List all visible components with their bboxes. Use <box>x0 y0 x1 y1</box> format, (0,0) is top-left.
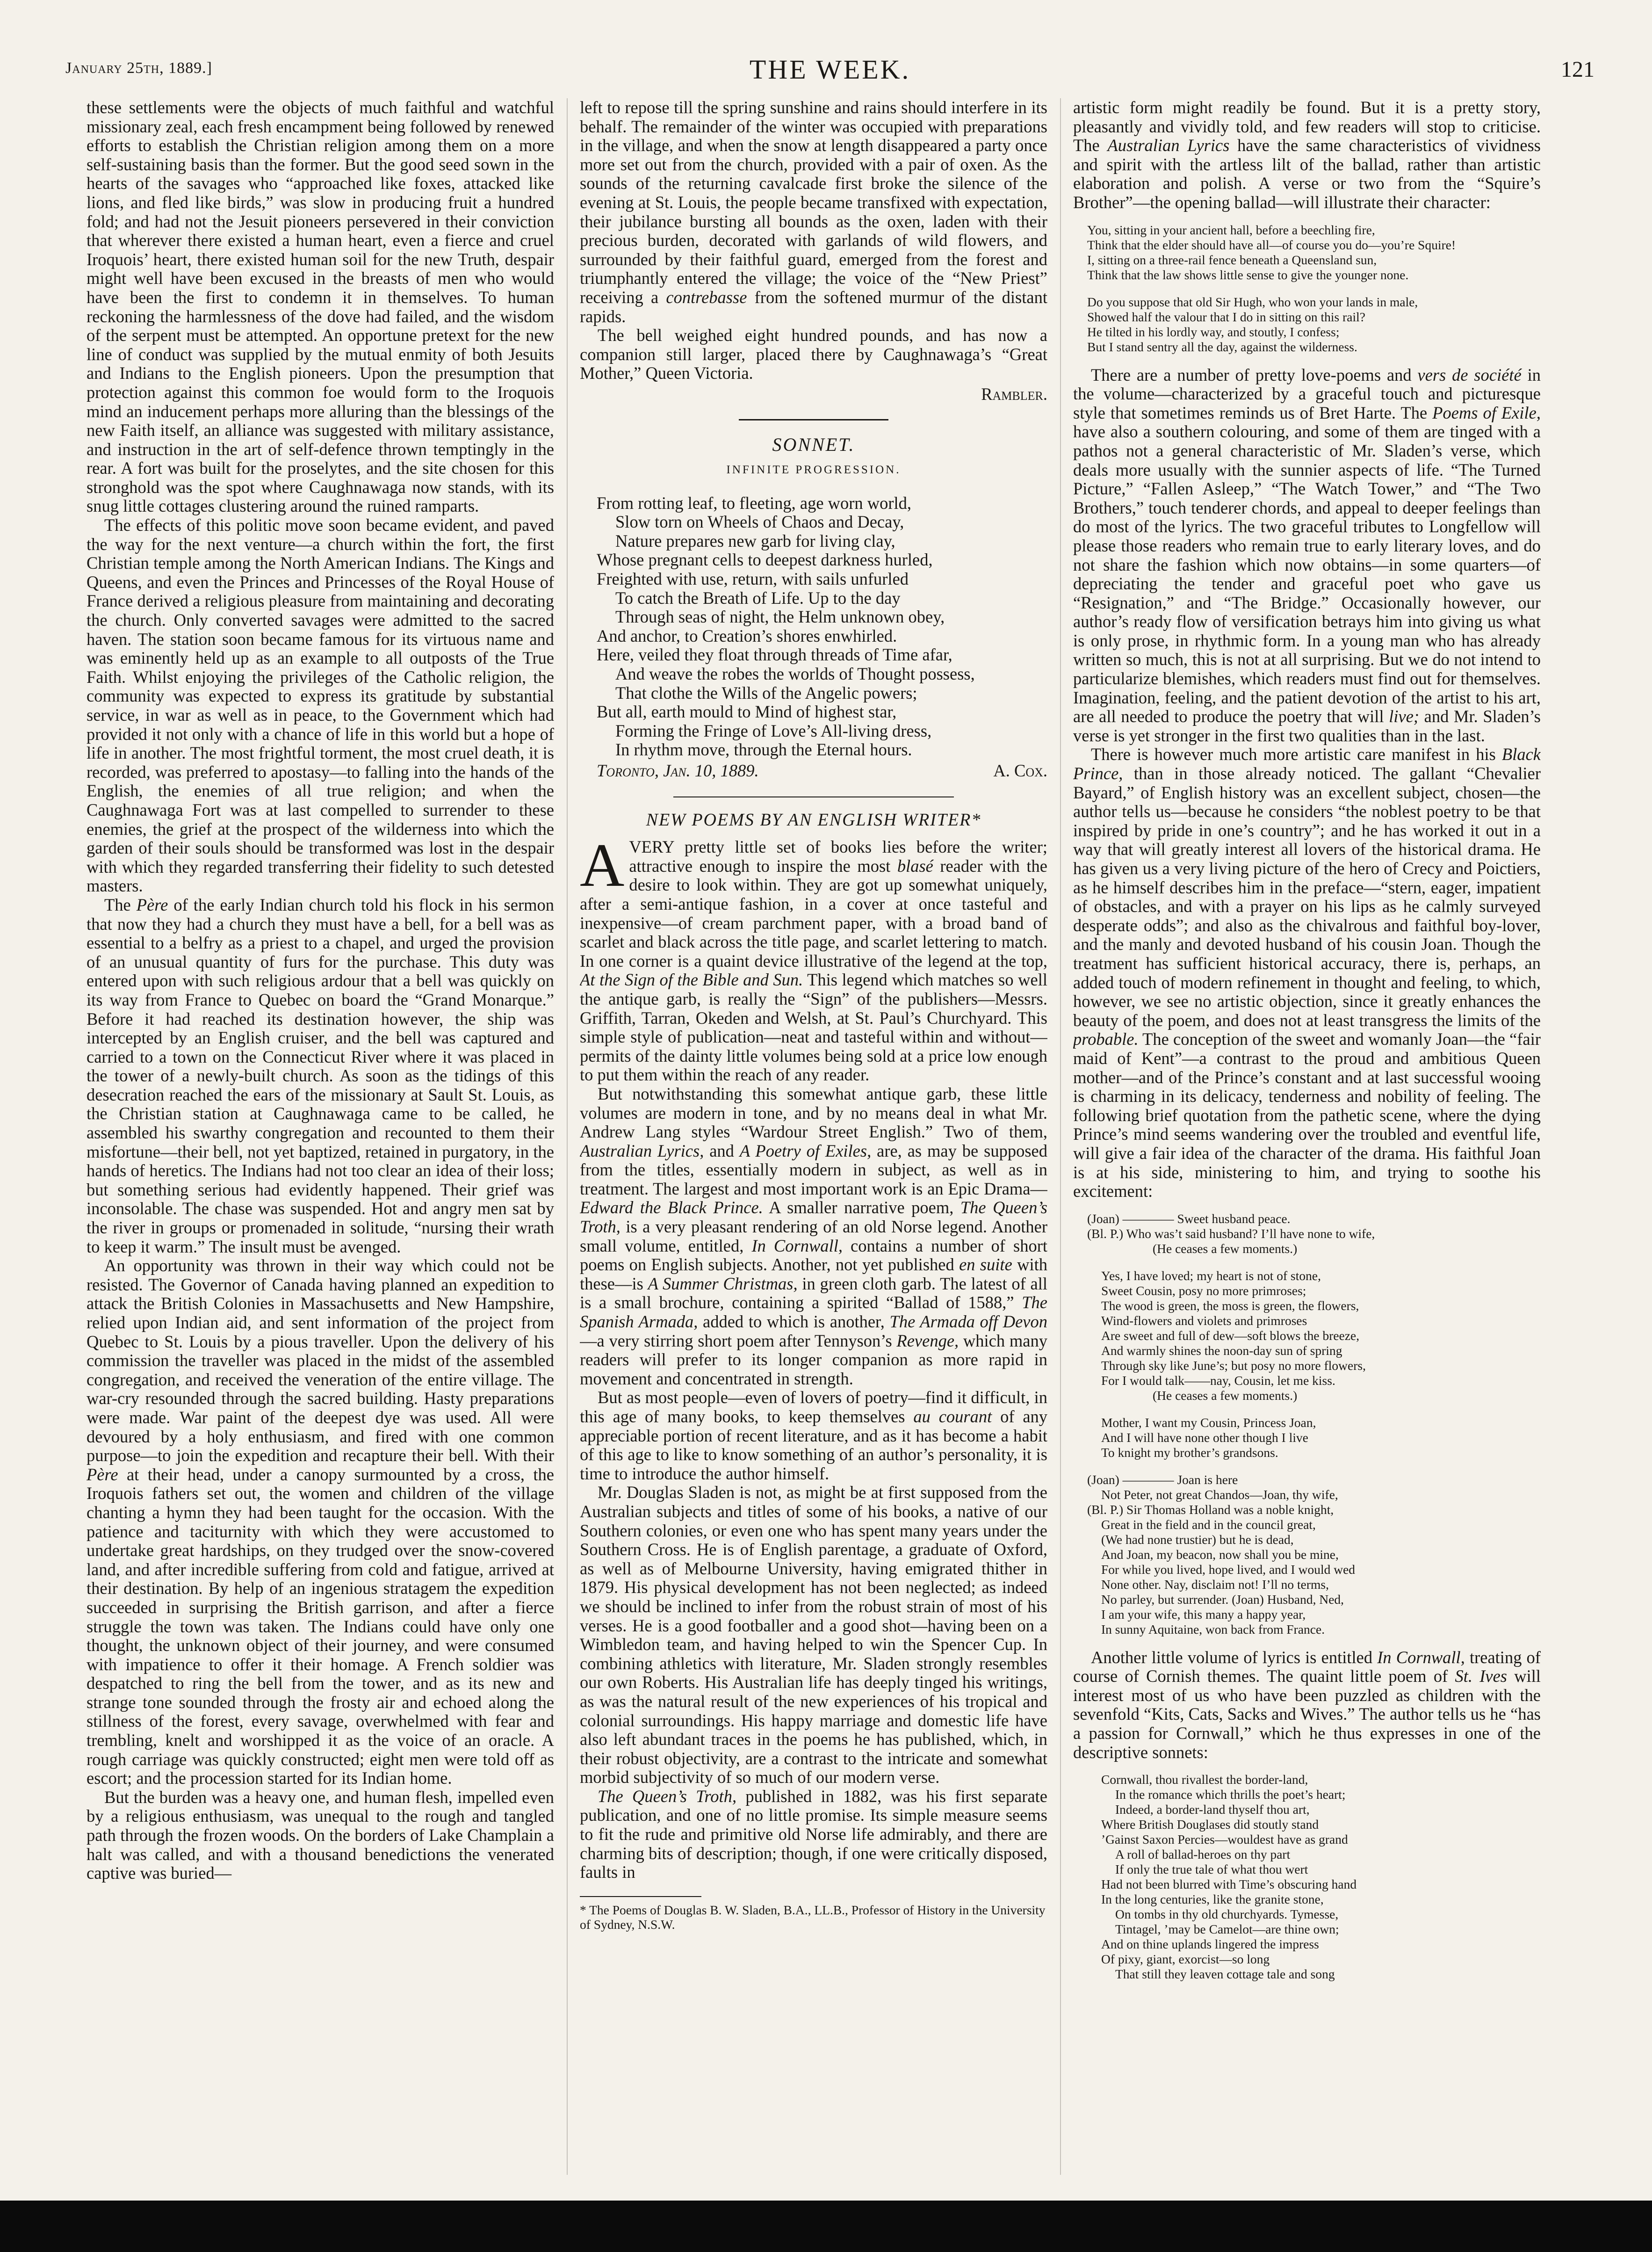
verse-line: (Bl. P.) Sir Thomas Holland was a noble knight, <box>1087 1502 1334 1517</box>
verse-line: On tombs in thy old churchyards. Tymesse, <box>1115 1907 1339 1922</box>
verse-line: The wood is green, the moss is green, the flowers, <box>1101 1298 1359 1313</box>
italic-word: A Summer Christmas, <box>648 1274 798 1293</box>
article-title: NEW POEMS BY AN ENGLISH WRITER* <box>646 810 981 830</box>
paragraph <box>580 1787 1047 1882</box>
italic-word: In Cornwall, <box>751 1236 843 1255</box>
poem-line: In rhythm move, through the Eternal hours. <box>615 740 912 760</box>
text-run: at their head, under a canopy surmounted by a cross, the Iroquois fathers set out, the women and children of the village chanting a hymn they had been taught for the occasion. With the patience and taciturnity with which they were accustomed to undertake great hardships, on they trudged over the snow-covered land, and after incredible suffering from cold and fatigue, arrived at their destination. By help of an ingenious stratagem the expedition succeeded in surprising the British garrison, and after a fierce struggle the town was taken. The Indians could have only one thought, the unknown object of their journey, and were consumed with impatience to offer it their homage. A French soldier was despatched to ring the bell from the tower, and as its new and strange tone sounded through the frosty air and echoed along the stillness of the forest, every savage, overwhelmed with fear and trembling, knelt and worshipped it as the voice of an oracle. A rough carriage was quickly constructed; eight men were told off as escort; and the procession started for its Indian home. <box>87 1464 554 1788</box>
verse-line: (We had none trustier) but he is dead, <box>1101 1532 1294 1547</box>
verse-line: Tintagel, ’may be Camelot—are thine own; <box>1115 1922 1339 1937</box>
verse-line: (Joan) ———— Sweet husband peace. <box>1087 1211 1291 1226</box>
paragraph <box>87 1256 554 1788</box>
column-gutter <box>1060 98 1061 2175</box>
verse-line: Where British Douglases did stoutly stand <box>1101 1817 1319 1832</box>
drop-cap: A <box>580 831 625 900</box>
footnote-rule <box>580 1896 701 1897</box>
text-run: There are a number of pretty love-poems and <box>1091 365 1418 384</box>
text-run: treating of course of Cornish themes. The quaint little poem of <box>1073 1647 1541 1686</box>
text-run: have also a southern colouring, and some of them are tinged with a pathos not a general characteristic of Mr. Sladen’s verse, which deals more usually with the sunnier aspects of life. “The Turned Picture,” “Fallen Asleep,” “The Watch Tower,” and “The Two Brothers,” touch tenderer chords, and appeal to deeper feelings than do most of the lyrics. The two graceful tributes to Longfellow will please those readers who remain true to early literary loves, and do not share the fashion which now obtains—in some quarters—of depreciating the tender and graceful poet who gave us “Resignation,” and “The Bridge.” Occasionally however, our author’s ready flow of versification betrays him into giving us what is only prose, in rhythmic form. In a young man who has already written so much, this is not at all surprising. But we do not intend to particularize blemishes, which readers must find out for themselves. Imagination, feeling, and the patient devotion of the artist to his art, are all needed to produce the poetry that will <box>1073 422 1541 726</box>
paragraph <box>1073 98 1541 212</box>
text-run: have the same characteristics of vividness and spirit with the artless lilt of the ballad, rather than artistic elaboration and polish. A verse or two from the “Squire’s Brother”—the opening ballad—will illustrate their character: <box>1073 136 1541 212</box>
verse-line: I am your wife, this many a happy year, <box>1101 1607 1306 1622</box>
text-run: An opportunity was thrown in their way which could not be resisted. The Governor of Canada having planned an expedition to attack the British Colonies in Massachusetts and New Hampshire, relied upon Indian aid, and sent information of the project from Quebec to St. Louis by a pious traveller. Upon the delivery of his commission the traveller was placed in the midst of the assembled congregation, and received the veneration of the entire village. The war-cry resounded through the sacred building. Hasty preparations were made. War paint of the deepest dye was used. All were devoured by a holy enthusiasm, and fired with one common purpose—to join the expedition and recapture their bell. With their <box>87 1256 554 1465</box>
text-run: VERY pretty little set of books lies before the writer; attractive enough to inspire the most <box>629 837 1047 876</box>
paragraph <box>580 98 1047 326</box>
verse-line: And I will have none other though I live <box>1101 1430 1308 1445</box>
verse-line: (Joan) ———— Joan is here <box>1087 1472 1238 1487</box>
poem-line: That clothe the Wills of the Angelic powers; <box>615 683 917 702</box>
text-run: than in those already noticed. The gallant “Chevalier Bayard,” of English history was an excellent subject, chosen—the author tells us—because he considers “the noblest poetry to be that inspired by pride in one’s country”; and he has worked it out in a way that will greatly interest all lovers of the historical drama. He has given us a very living picture of the hero of Crecy and Poictiers, as he himself describes him in the preface—“stern, eager, impatient of obstacles, and with a prayer on his lips as he calmly surveyed desperate odds”; and also as the chivalrous and faithful boy-lover, and the manly and devoted husband of his cousin Joan. Though the treatment has sufficient historical accuracy, there is, perhaps, an added touch of modern refinement in thought and feeling, to which, however, we see no artistic objection, since it greatly enhances the beauty of the poem, and does not at least transgress the limits of the <box>1073 764 1541 1030</box>
verse-line: Sweet Cousin, posy no more primroses; <box>1101 1283 1306 1298</box>
verse-line: A roll of ballad-heroes on thy part <box>1115 1847 1291 1862</box>
poem-line: And weave the robes the worlds of Thought possess, <box>615 664 975 684</box>
italic-word: Edward the Black Prince. <box>580 1198 763 1217</box>
italic-word: Revenge, <box>896 1331 959 1350</box>
column-1 <box>87 98 554 2180</box>
paragraph <box>1073 745 1541 1201</box>
paragraph <box>580 1388 1047 1483</box>
stanza-gap <box>1087 282 1541 295</box>
italic-word: live; <box>1389 707 1420 726</box>
verse-line: For I would talk——nay, Cousin, let me kiss. <box>1101 1373 1335 1388</box>
verse-line: He tilted in his lordly way, and stoutly, I confess; <box>1087 324 1340 339</box>
paragraph <box>580 1085 1047 1389</box>
sonnet-subtitle: INFINITE PROGRESSION. <box>726 463 901 477</box>
verse-line: Had not been blurred with Time’s obscuring hand <box>1101 1877 1357 1892</box>
italic-word: The Queen’s Troth, <box>598 1786 737 1806</box>
italic-word: contrebasse <box>666 287 747 307</box>
verse-line: And on thine uplands lingered the impress <box>1101 1937 1319 1952</box>
verse-line: Are sweet and full of dew—soft blows the breeze, <box>1101 1328 1360 1343</box>
paragraph <box>1073 366 1541 746</box>
stanza-gap <box>1087 1460 1541 1472</box>
text-run: is a very pleasant rendering of an old Norse legend. Another small volume, entitled, <box>580 1217 1047 1255</box>
poem-line: Slow torn on Wheels of Chaos and Decay, <box>615 512 904 532</box>
cornwall-sonnet <box>1087 1772 1541 1982</box>
text-run: are, as may be supposed from the titles, essentially modern in subject, as well as in treatment. The largest and most important work is an Epic Drama— <box>580 1141 1047 1198</box>
italic-word: Australian Lyrics, <box>580 1141 704 1160</box>
paragraph: The effects of this politic move soon became evident, and paved the way for the next venture—a church within the fort, the first Christian temple among the North American Indians. The Kings and Queens, and even the Princes and Princesses of the Royal House of France derived a religious pleasure from maintaining and decorating the church. Only converted savages were admitted to the sacred haven. The station soon became famous for its virtuous name and was eminently held up as an example to all outposts of the True Faith. Whilst enjoying the privileges of the Catholic religion, the community was expected to express its gratitude by substantial service, in war as well as in peace, to the Government which had provided it not only with a chance of life in this world but a hope of life in another. The most frightful torment, the most cruel death, it is recorded, was preferred to apostasy—to falling into the hands of the English, the enemies of all true religion; and when the Caughnawaga Fort was at last compelled to surrender to these enemies, the grief at the prospect of the wilderness into which the garden of their souls should be transformed was lost in the despair with which they regarded transferring their fidelity to such detested masters. <box>87 515 554 896</box>
verse-line: For while you lived, hope lived, and I would wed <box>1101 1562 1356 1577</box>
verse-line: And Joan, my beacon, now shall you be mine, <box>1101 1547 1339 1562</box>
paragraph: these settlements were the objects of much faithful and watchful missionary zeal, each fresh encampment being followed by renewed efforts to establish the Christian religion among them on a more self-sustaining basis than the former. But the good seed sown in the hearts of the savages who “approached like foxes, attacked like lions, and fled like birds,” was slow in producing fruit a hundred fold; and had not the Jesuit pioneers persevered in their conviction that wherever there existed a human heart, even a fierce and cruel Iroquois’ heart, there existed human soil for the new Truth, despair might well have been excused in the breasts of men who would have been the first to condemn it in themselves. To human reckoning the harmlessness of the dove had failed, and the wisdom of the serpent must be attempted. An opportune pretext for the new line of conduct was supplied by the mutual enmity of both Jesuits and Indians to the English pioneers. Upon the presumption that protection against this common foe would form to the Iroquois mind an inducement perhaps more alluring than the blessings of the new Faith itself, an alliance was suggested with military assistance, and instruction in the art of self-defence thrown temptingly in the rear. A fort was built for the proselytes, and the site chosen for this stronghold was the spot where Caughnawaga now stands, with its snug little cottages clustering around the ruined ramparts. <box>87 98 554 516</box>
verse-line: I, sitting on a three-rail fence beneath a Queensland sun, <box>1087 252 1377 267</box>
italic-word: Père <box>136 895 168 914</box>
text-run: in the volume—characterized by a graceful touch and picturesque style that sometimes reminds us of Bret Harte. The <box>1073 365 1541 422</box>
italic-word: probable. <box>1073 1029 1139 1049</box>
poem-line: Here, veiled they float through threads of Time afar, <box>597 645 952 665</box>
stage-direction: (He ceases a few moments.) <box>1153 1241 1298 1256</box>
poem-line: But all, earth mould to Mind of highest star, <box>597 702 897 722</box>
text-run: artistic form might readily be found. But it is a pretty story, pleasantly and vividly told, and few readers will stop to criticise. The <box>1073 98 1541 155</box>
verse-line: Great in the field and in the council great, <box>1101 1517 1316 1532</box>
verse-line: To knight my brother’s grandsons. <box>1101 1445 1278 1460</box>
quoted-verse <box>1087 223 1541 355</box>
text-run: of the early Indian church told his flock in his sermon that now they had a church they must have a bell, for a bell was as essential to a belfry as a priest to a chapel, and urged the provision of an unusual quantity of furs for the purchase. This duty was entered upon with such religious ardour that a bell was quickly on its way from France to Quebec on board the “Grand Monarque.” Before it had reached its destination however, the ship was intercepted by an English cruiser, and the bell was captured and carried to a town on the Connecticut River where it was placed in the tower of a newly-built church. As soon as the tidings of this desecration reached the ears of the missionary at Sault St. Louis, as the Christian station at Caughnawaga came to be called, he assembled his swarthy congregation and recounted to them their misfortune—their bell, not yet baptized, retained in purgatory, in the hands of heretics. The Indians had not too clear an idea of their loss; but something serious had evidently happened. Their grief was inconsolable. The chase was suspended. Hot and angry men sat by the river in groups or promenaded in solitude, “nursing their wrath to keep it warm.” The insult must be avenged. <box>87 895 554 1256</box>
text-run: in green cloth garb. The latest of all is a small brochure, containing a spirited “Ballad of 1588,” <box>580 1274 1047 1312</box>
verse-line: In the romance which thrills the poet’s heart; <box>1115 1787 1346 1802</box>
text-run: with these—is <box>580 1255 1047 1293</box>
paragraph <box>87 896 554 1256</box>
paragraph: Mr. Douglas Sladen is not, as might be at first supposed from the Australian subjects and titles of some of his books, a native of our Southern colonies, or even one who has spent many years under the Southern Cross. He is of English parentage, a graduate of Oxford, as well as of Melbourne University, having emigrated thither in 1879. His physical development has not been neglected; as indeed we should be inclined to infer from the robust strain of most of his verses. He is a good footballer and a good shot—having been on a Wimbledon team, and having helped to win the Spencer Cup. In combining athletics with literature, Mr. Sladen strongly resembles our own Roberts. His Australian life has deeply tinged his writings, as was the natural result of the new experiences of his tropical and colonial surroundings. His happy marriage and domestic life have also left abundant traces in the poems he has published, which, in their robust objectivity, are a contrast to the intricate and somewhat morbid subjectivity of so much of our modern verse. <box>580 1483 1047 1787</box>
verse-line: If only the true tale of what thou wert <box>1115 1862 1308 1877</box>
verse-line: Not Peter, not great Chandos—Joan, thy wife, <box>1101 1487 1338 1502</box>
text-run: The conception of the sweet and womanly Joan—the “fair maid of Kent”—a contrast to the proud and ambitious Queen mother—and of the Prince’s constant and at last successful wooing is charming in its delicacy, tenderness and nobility of feeling. The following brief quotation from the pathetic scene, where the dying Prince’s mind seems wandering over the troubled and eventful life, will give a fair idea of the character of the drama. His faithful Joan is at his side, ministering to him, and trying to soothe his excitement: <box>1073 1029 1541 1201</box>
text-run: But notwithstanding this somewhat antique garb, these little volumes are modern in tone, and by no means deal in what Mr. Andrew Lang styles “Wardour Street English.” Two of them, <box>580 1084 1047 1142</box>
verse-line: And warmly shines the noon-day sun of spring <box>1101 1343 1342 1358</box>
italic-word: Poems of Exile, <box>1432 403 1541 422</box>
italic-word: en suite <box>959 1255 1012 1274</box>
verse-line: Do you suppose that old Sir Hugh, who won your lands in male, <box>1087 294 1418 309</box>
text-run: reader with the desire to look within. They are got up somewhat uniquely, after a semi-antique fashion, in a cover at once tasteful and inexpensive—of cream parchment paper, with a broad band of scarlet and black across the title page, and scarlet lettering to match. In one corner is a quaint device illustrative of the legend at the top, <box>580 856 1047 970</box>
column-gutter <box>567 98 568 2175</box>
verse-line: In the long centuries, like the granite stone, <box>1101 1892 1324 1907</box>
poem-line: Through seas of night, the Helm unknown obey, <box>615 607 945 627</box>
column-2 <box>580 98 1047 2180</box>
poem-line: Freighted with use, return, with sails unfurled <box>597 569 909 589</box>
italic-word: St. Ives <box>1455 1666 1507 1686</box>
stage-direction: (He ceases a few moments.) <box>1153 1388 1298 1403</box>
verse-line: Wind-flowers and violets and primroses <box>1101 1313 1307 1328</box>
verse-line: Think that the elder should have all—of course you do—you’re Squire! <box>1087 237 1456 252</box>
section-rule <box>739 419 888 420</box>
italic-word: A Poetry of Exiles, <box>739 1141 872 1160</box>
issue-date: January 25th, 1889.] <box>65 59 212 77</box>
text-run: Another little volume of lyrics is entitled <box>1091 1647 1378 1667</box>
verse-line: Of pixy, giant, exorcist—so long <box>1101 1952 1270 1967</box>
italic-word: Père <box>87 1464 118 1484</box>
italic-word: The Queen’s Troth, <box>580 1198 1047 1237</box>
text-run: contains a number of short poems on English subjects. Another, not yet published <box>580 1236 1047 1274</box>
sonnet-author: A. Cox. <box>993 761 1047 780</box>
verse-line: ’Gainst Saxon Percies—wouldest have as grand <box>1101 1832 1348 1847</box>
drama-excerpt <box>1087 1211 1541 1637</box>
verse-line: Indeed, a border-land thyself thou art, <box>1115 1802 1310 1817</box>
text-run: from the softened murmur of the distant rapids. <box>580 287 1047 326</box>
stanza-gap <box>1087 1403 1541 1415</box>
italic-word: The Armada off Devon <box>889 1312 1047 1332</box>
italic-word: The Spanish Armada, <box>580 1293 1047 1332</box>
verse-line: No parley, but surrender. (Joan) Husband, Ned, <box>1101 1592 1344 1607</box>
text-run: A smaller narrative poem, <box>763 1198 960 1217</box>
verse-line: Cornwall, thou rivallest the border-land, <box>1101 1772 1308 1787</box>
verse-line: None other. Nay, disclaim not! I’ll no terms, <box>1101 1577 1329 1592</box>
stanza-gap <box>1087 1256 1541 1268</box>
text-run: of any appreciable portion of recent literature, and as it has become a habit of this age to like to know something of an author’s personality, it is time to introduce the author himself. <box>580 1407 1047 1483</box>
text-run: left to repose till the spring sunshine and rains should interfere in its behalf. The remainder of the winter was occupied with preparations in the village, and when the snow at length disappeared a party once more set out from the church, provided with a pair of oxen. As the sounds of the returning cavalcade first broke the silence of the evening at St. Louis, the people became transfixed with expectation, their jubilance bursting all bounds as the oxen, laden with their precious burden, decorated with garlands of wild flowers, and surrounded by their faithful guard, emerged from the forest and triumphantly entered the village; the voice of the “New Priest” receiving a <box>580 98 1047 307</box>
text-run: and Mr. Sladen’s verse is yet stronger in the first two qualities than in the last. <box>1073 707 1541 745</box>
scan-edge <box>0 2201 1652 2252</box>
text-run: will interest most of us who have been puzzled as children with the sevenfold “Kits, Cats, Sacks and Wives.” The author tells us he “has a passion for Cornwall,” which he thus expresses in one of the descriptive sonnets: <box>1073 1666 1541 1762</box>
italic-word: In Cornwall, <box>1377 1647 1465 1667</box>
page-header <box>65 54 1594 96</box>
italic-word: vers de société <box>1417 365 1522 384</box>
verse-line: Mother, I want my Cousin, Princess Joan, <box>1101 1415 1316 1430</box>
text-run: —a very stirring short poem after Tennyson’s <box>580 1331 897 1350</box>
paragraph <box>580 831 1047 1085</box>
verse-line: Showed half the valour that I do in sitting on this rail? <box>1087 309 1365 324</box>
page-number: 121 <box>1561 57 1594 82</box>
verse-line: In sunny Aquitaine, won back from France. <box>1101 1622 1325 1637</box>
italic-word: Black Prince, <box>1073 745 1541 783</box>
text-run: There is however much more artistic care manifest in his <box>1091 745 1502 764</box>
poem-line: Forming the Fringe of Love’s All-living dress, <box>615 721 932 740</box>
sonnet-place-date: Toronto, Jan. 10, 1889. <box>597 761 759 780</box>
paragraph: But the burden was a heavy one, and human flesh, impelled even by a religious enthusiasm, was unequal to the rough and tangled path through the frozen woods. On the borders of Lake Champlain a halt was called, and with a thousand benedictions the venerated captive was buried— <box>87 1787 554 1883</box>
italic-word: At the Sign of the Bible and Sun. <box>580 970 803 990</box>
sonnet-title: SONNET. <box>772 434 855 455</box>
signature <box>580 385 1047 404</box>
text-run: The <box>104 895 137 914</box>
verse-line: That still they leaven cottage tale and song <box>1115 1967 1335 1982</box>
footnote: * The Poems of Douglas B. W. Sladen, B.A., LL.B., Professor of History in the University of Sydney, N.S.W. <box>580 1902 1046 1932</box>
text-run: But as most people—even of lovers of poetry—find it difficult, in this age of many books, to keep themselves <box>580 1388 1047 1426</box>
italic-word: Australian Lyrics <box>1107 136 1230 155</box>
column-3 <box>1073 98 1541 2180</box>
verse-line: Think that the law shows little sense to give the younger none. <box>1087 267 1409 282</box>
poem-line: Whose pregnant cells to deepest darkness hurled, <box>597 550 933 570</box>
text-run: which many readers will prefer to its longer companion as more rapid in movement and concentrated in strength. <box>580 1331 1047 1388</box>
text-run: published in 1882, was his first separate publication, and one of no little promise. Its simple measure seems to fit the rude and primitive old Norse life admirably, and there are charming bits of description; though, if one were critically disposed, faults in <box>580 1786 1047 1882</box>
italic-word: blasé <box>897 856 933 876</box>
verse-line: Through sky like June’s; but posy no more flowers, <box>1101 1358 1366 1373</box>
verse-line: But I stand sentry all the day, against the wilderness. <box>1087 339 1357 354</box>
text-run: and <box>704 1141 740 1160</box>
poem-line: From rotting leaf, to fleeting, age worn world, <box>597 493 912 513</box>
paragraph <box>1073 1648 1541 1762</box>
text-run: This legend which matches so well the antique garb, is really the “Sign” of the publishers—Messrs. Griffith, Tarran, Okeden and Welsh, at St. Paul’s Churchyard. This simple style of publication—neat and tasteful within and without—permits of the dainty little volumes being sold at a price low enough to put them within the reach of any reader. <box>580 970 1047 1085</box>
poem-line: To catch the Breath of Life. Up to the day <box>615 588 901 608</box>
author-signature: Rambler. <box>981 384 1047 404</box>
verse-line: You, sitting in your ancient hall, before a beechling fire, <box>1087 222 1375 237</box>
verse-line: Yes, I have loved; my heart is not of stone, <box>1101 1268 1321 1283</box>
italic-word: au courant <box>913 1407 992 1426</box>
sonnet-signature <box>597 761 1047 781</box>
verse-line: (Bl. P.) Who was’t said husband? I’ll have none to wife, <box>1087 1226 1375 1241</box>
poem-line: And anchor, to Creation’s shores enwhirled. <box>597 626 897 645</box>
sonnet-poem <box>597 494 1047 760</box>
text-run: added to which is another, <box>698 1312 890 1332</box>
masthead-title: THE WEEK. <box>749 54 911 85</box>
paragraph: The bell weighed eight hundred pounds, and has now a companion still larger, placed there by Caughnawaga’s “Great Mother,” Queen Victoria. <box>580 326 1047 383</box>
poem-line: Nature prepares new garb for living clay, <box>615 531 895 550</box>
